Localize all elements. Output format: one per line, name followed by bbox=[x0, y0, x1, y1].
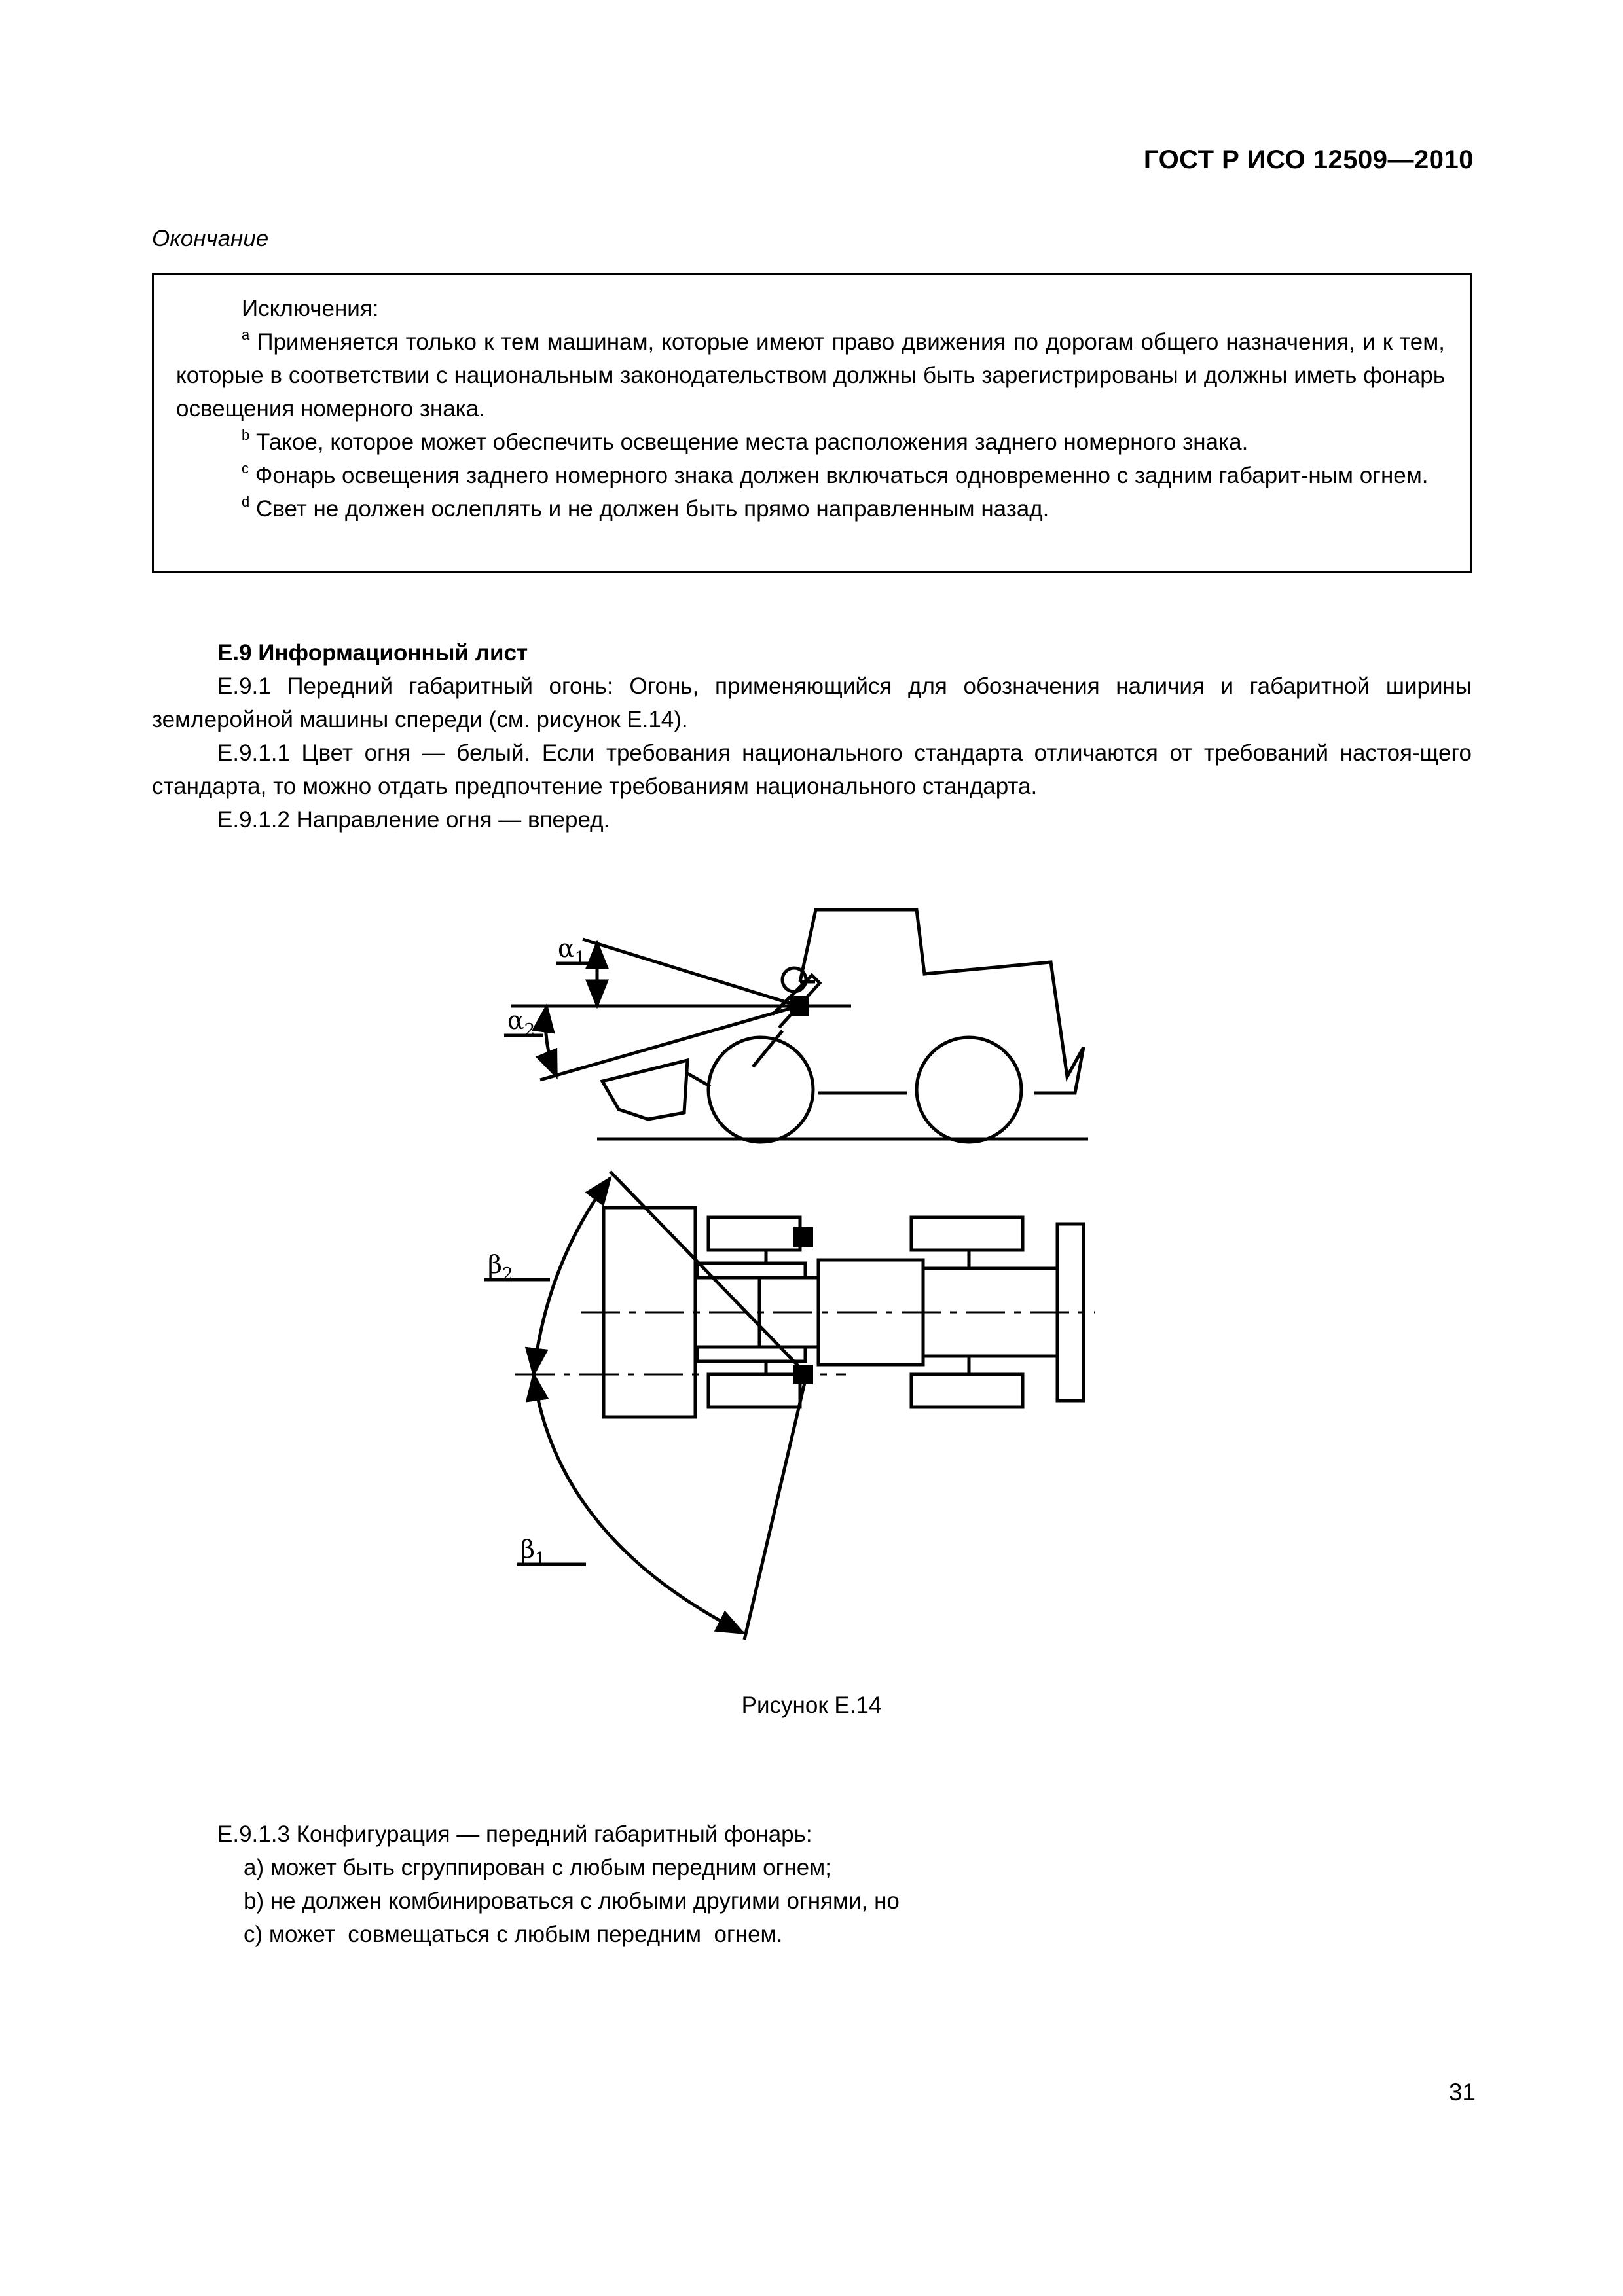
alpha2-arc bbox=[545, 1006, 556, 1077]
configuration-item: c) может совмещаться с любым передним огнем. bbox=[244, 1922, 783, 1947]
exceptions-body bbox=[176, 292, 1445, 526]
beta1-label: $\beta_1$ bbox=[520, 1535, 546, 1569]
configuration-item: a) может быть сгруппирован с любым передним огнем; bbox=[244, 1855, 831, 1880]
section-e9 bbox=[152, 636, 1472, 836]
rear-tire-right bbox=[911, 1374, 1023, 1407]
configuration-item: b) не должен комбинироваться с любыми другими огнями, но bbox=[244, 1888, 900, 1914]
exception-note-b bbox=[176, 425, 1445, 459]
note-mark: d bbox=[242, 493, 250, 511]
alpha2-label: $\alpha_2$ bbox=[507, 1006, 536, 1040]
note-text: Свет не должен ослеплять и не должен быть прямо направленным назад. bbox=[255, 496, 1049, 522]
upper-ray bbox=[583, 939, 799, 1006]
standard-header: ГОСТ Р ИСО 12509—2010 bbox=[1143, 145, 1474, 174]
exceptions-box bbox=[152, 273, 1472, 573]
exception-note-a bbox=[176, 325, 1445, 425]
exceptions-title: Исключения: bbox=[242, 296, 379, 321]
beta1-arc bbox=[534, 1374, 743, 1633]
beta2-label: $\beta_2$ bbox=[488, 1250, 513, 1284]
section-title: Е.9 Информационный лист bbox=[217, 640, 528, 666]
paragraph-e9-1: Е.9.1 Передний габаритный огонь: Огонь, применяющийся для обозначения наличия и габаритной ширины землеройной машины спереди (см. рисунок Е.14). bbox=[152, 673, 1472, 732]
loader-body bbox=[800, 910, 1084, 1093]
note-text: Применяется только к тем машинам, которые имеют право движения по дорогам общего назначения, и к тем, которые в соответствии с национальным законодательством должны быть зарегистрированы и должны иметь фонарь освещения номерного знака. bbox=[176, 329, 1445, 422]
alpha1-label: $\alpha_1$ bbox=[558, 934, 586, 968]
note-text: Такое, которое может обеспечить освещение места расположения заднего номерного знака. bbox=[255, 429, 1249, 455]
beta1-ray bbox=[744, 1374, 807, 1640]
lamp-top-left bbox=[793, 1227, 813, 1247]
beta2-arc bbox=[534, 1178, 610, 1374]
lower-ray bbox=[540, 1006, 799, 1080]
page-number: 31 bbox=[1448, 2079, 1476, 2106]
arm-pivot bbox=[782, 968, 806, 992]
axle-left bbox=[697, 1263, 805, 1278]
lamp-top-right bbox=[793, 1365, 813, 1384]
figure-caption: Рисунок Е.14 bbox=[741, 1693, 882, 1718]
note-mark: a bbox=[242, 327, 250, 344]
figure-e14 bbox=[0, 877, 1623, 1643]
rear-wheel bbox=[917, 1037, 1021, 1142]
exception-note-d bbox=[176, 492, 1445, 526]
note-mark: c bbox=[242, 460, 249, 477]
paragraph-e9-1-1: Е.9.1.1 Цвет огня — белый. Если требования национального стандарта отличаются от требований настоя-щего стандарта, то можно отдать предпочтение требованиям национального стандарта. bbox=[152, 740, 1472, 799]
paragraph-e9-1-2: Е.9.1.2 Направление огня — вперед. bbox=[217, 807, 610, 833]
rear-tire-left bbox=[911, 1217, 1023, 1250]
bucket bbox=[602, 1060, 710, 1119]
note-text: Фонарь освещения заднего номерного знака должен включаться одновременно с задним габарит-ным огнем. bbox=[255, 463, 1429, 488]
configuration-list bbox=[217, 1818, 1461, 1951]
beta2-ray bbox=[610, 1172, 807, 1374]
front-wheel bbox=[708, 1037, 813, 1142]
configuration-intro: Е.9.1.3 Конфигурация — передний габаритный фонарь: bbox=[217, 1821, 812, 1847]
lamp-side bbox=[790, 996, 809, 1016]
note-mark: b bbox=[242, 427, 250, 444]
front-tire-left bbox=[708, 1217, 800, 1250]
exception-note-c bbox=[176, 459, 1445, 492]
continuation-label: Окончание bbox=[152, 226, 269, 251]
front-tire-right bbox=[708, 1374, 800, 1407]
